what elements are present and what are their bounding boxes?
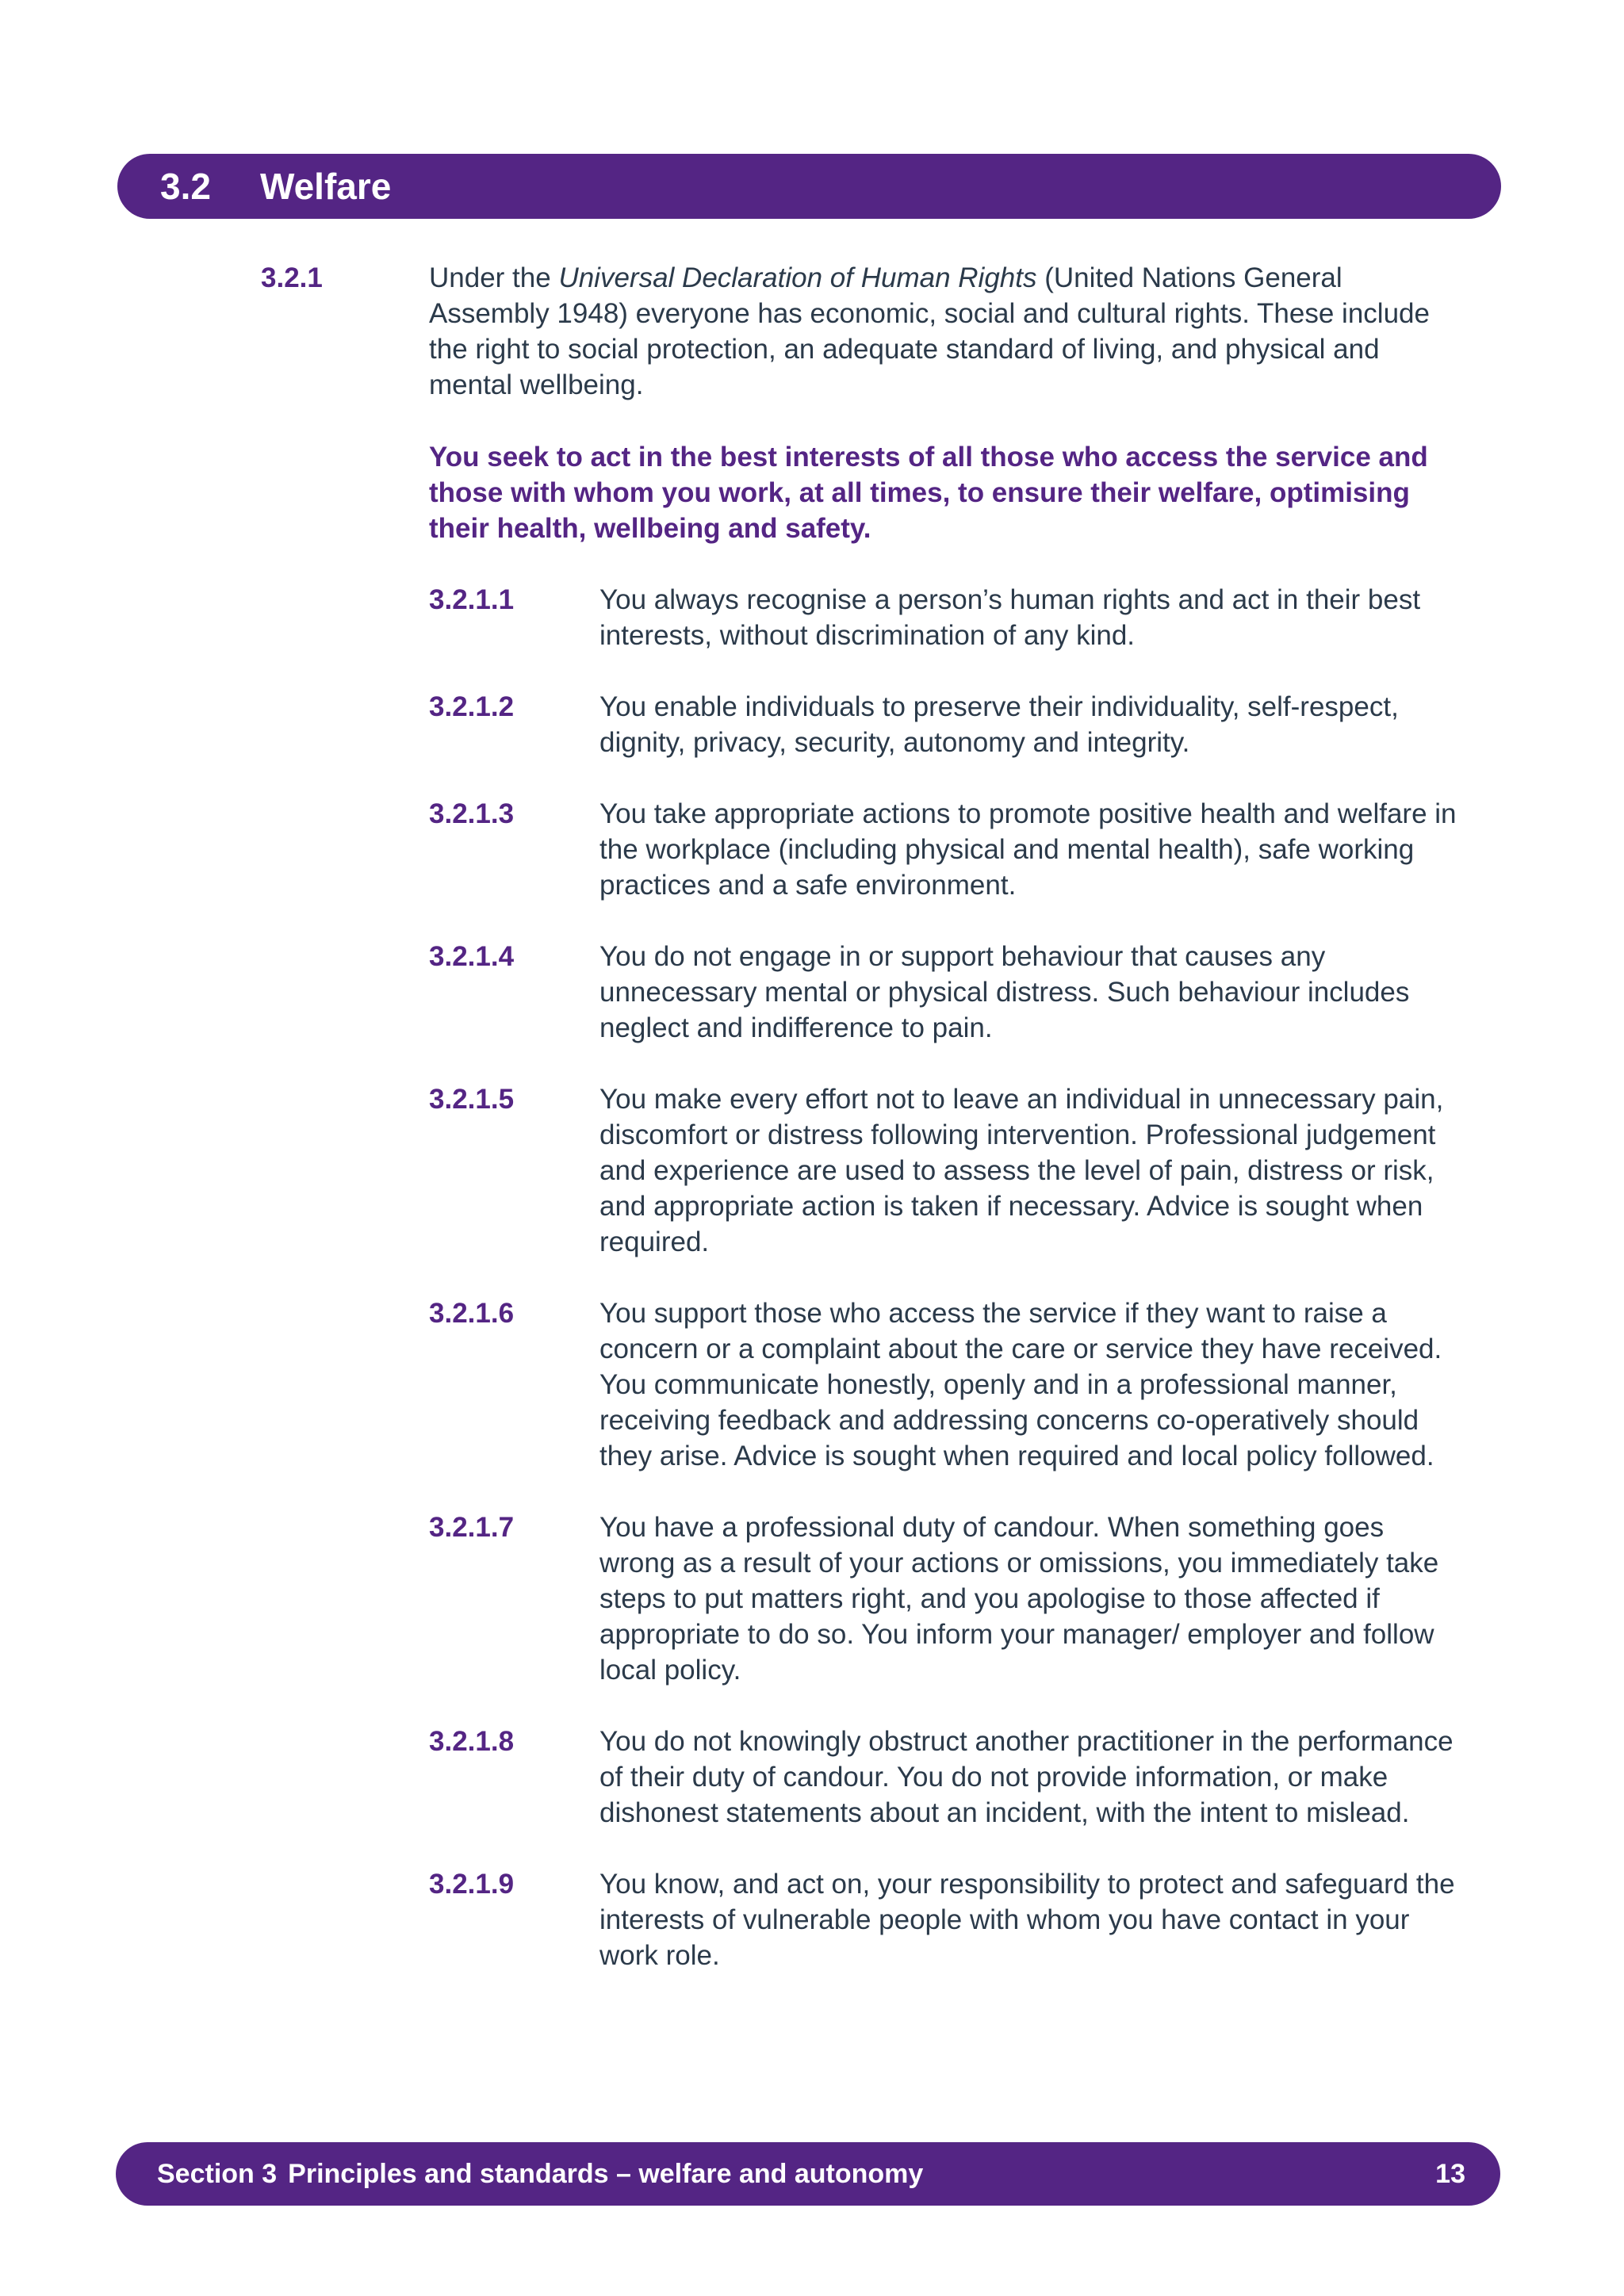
subclause-number: 3.2.1.8 [429,1726,515,1757]
footer-section-label: Section 3 [157,2158,278,2189]
subclause-number: 3.2.1.4 [429,941,515,972]
section-number: 3.2 [160,166,211,207]
subclause-text: You make every effort not to leave an individual in unnecessary pain, discomfort or distress following intervention. Professional judgement and experience are used to assess the level of pain, distress or risk, and appropriate action is taken if necessary. Advice is sought when required. [599,1084,1444,1257]
subclause-item [429,939,1460,1046]
subclause-number: 3.2.1.3 [429,798,515,829]
subclause-item [429,796,1460,903]
subclause-text: You do not engage in or support behaviour that causes any unnecessary mental or physical distress. Such behaviour includes neglect and indifference to pain. [599,941,1410,1043]
subclause-item [429,1295,1460,1474]
subclause-list [429,582,1460,1973]
intro-text-before: Under the [429,262,559,293]
subclause-number: 3.2.1.6 [429,1298,515,1329]
clause-intro [429,260,1460,403]
section-header [117,154,1501,219]
page-number: 13 [1435,2158,1465,2189]
subclause-text: You support those who access the service if they want to raise a concern or a complaint about the care or service they have received. You communicate honestly, openly and in a professional manner, receiving feedback and addressing concerns co-operatively should they arise. Advice is sought when required and local policy followed. [599,1298,1442,1471]
subclause-number: 3.2.1.9 [429,1869,515,1900]
footer-section-title: Principles and standards – welfare and autonomy [288,2158,924,2189]
subclause-text: You enable individuals to preserve their individuality, self-respect, dignity, privacy, security, autonomy and integrity. [599,691,1399,758]
subclause-number: 3.2.1.1 [429,584,515,615]
subclause-item [429,1510,1460,1688]
subclause-text: You take appropriate actions to promote positive health and welfare in the workplace (including physical and mental health), safe working practices and a safe environment. [599,798,1457,901]
subclause-text: You always recognise a person’s human rights and act in their best interests, without discrimination of any kind. [599,584,1421,651]
standard-statement: You seek to act in the best interests of all those who access the service and those with whom you work, at all times, to ensure their welfare, optimising their health, wellbeing and safety. [429,442,1428,544]
clause-body [429,260,1460,2009]
subclause-item [429,689,1460,760]
page-footer [116,2142,1500,2206]
subclause-number: 3.2.1.2 [429,691,515,722]
subclause-text: You know, and act on, your responsibility to protect and safeguard the interests of vulnerable people with whom you have contact in your work role. [599,1869,1455,1971]
subclause-number: 3.2.1.7 [429,1512,515,1543]
intro-text-after: (United Nations General Assembly 1948) everyone has economic, social and cultural rights. These include the right to social protection, an adequate standard of living, and physical and mental wellbeing. [429,262,1430,400]
subclause-text: You do not knowingly obstruct another practitioner in the performance of their duty of candour. You do not provide information, or make dishonest statements about an incident, with the intent to mislead. [599,1726,1454,1828]
subclause-item [429,1866,1460,1973]
subclause-number: 3.2.1.5 [429,1084,515,1115]
subclause-item [429,1081,1460,1260]
subclause-text: You have a professional duty of candour. When something goes wrong as a result of your actions or omissions, you immediately take steps to put matters right, and you apologise to those affected if appropriate to do so. You inform your manager/ employer and follow local policy. [599,1512,1439,1686]
subclause-item [429,1724,1460,1831]
footer-title [157,2159,923,2190]
clause-number: 3.2.1 [261,262,323,293]
intro-document-title: Universal Declaration of Human Rights [558,262,1037,293]
subclause-item [429,582,1460,653]
section-title: Welfare [260,166,392,207]
